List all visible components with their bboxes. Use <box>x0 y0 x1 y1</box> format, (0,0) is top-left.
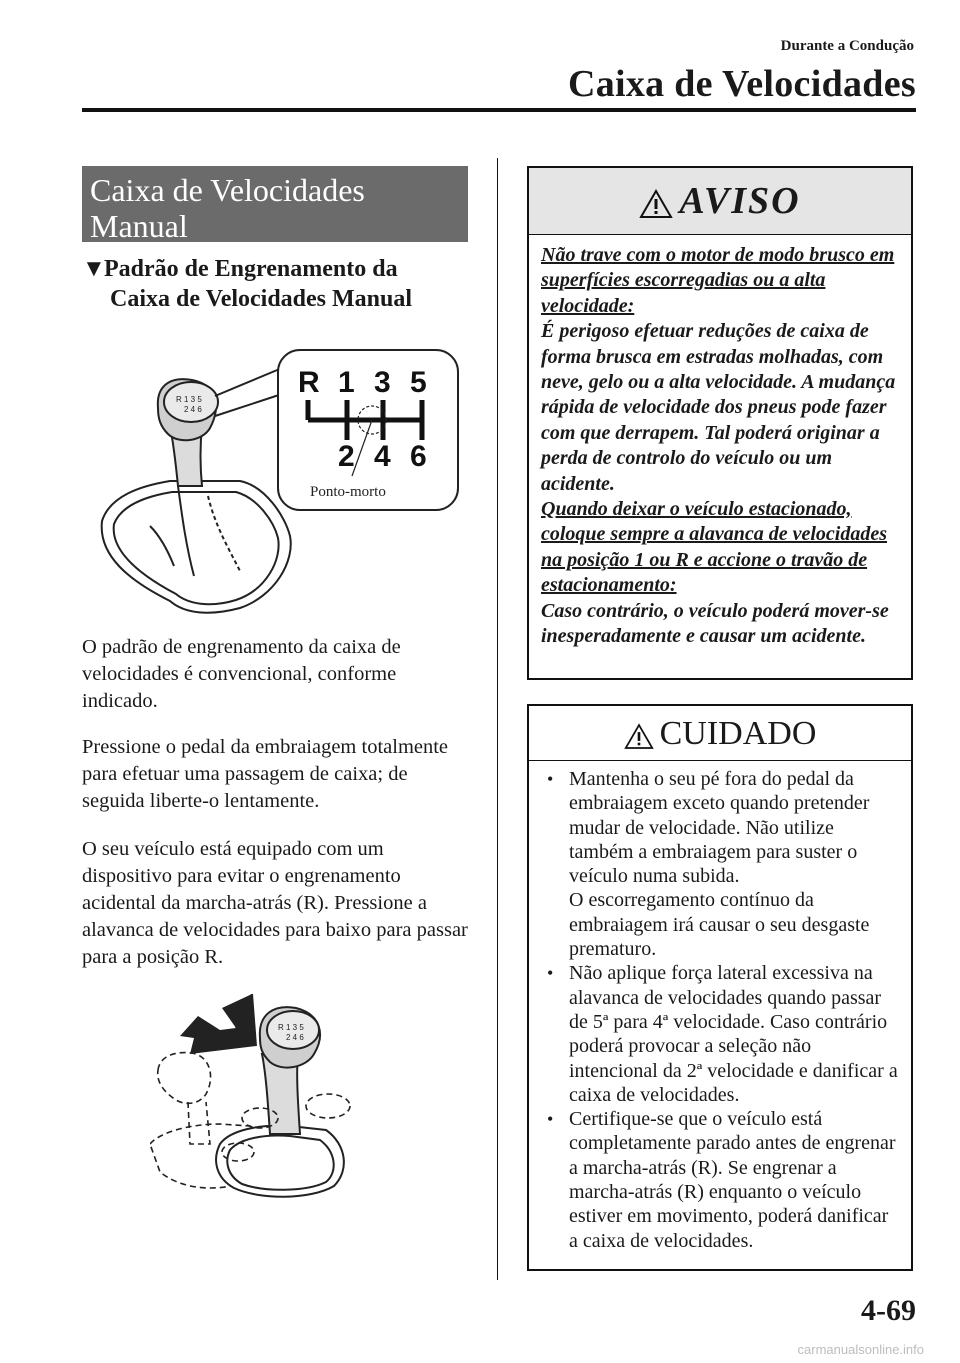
svg-text:R 1 3 5: R 1 3 5 <box>176 395 202 404</box>
body-paragraph-3: O seu veículo está equipado com um dispositivo para evitar o engrenamento acidental da marcha-atrás (R). Pressione a alavanca de velocidades para baixo para passar para a posição R. <box>82 838 468 968</box>
subsection-heading <box>82 254 472 314</box>
caution-item-2-text: Não aplique força lateral excessiva na alavanca de velocidades quando passar de 5ª para 4ª velocidade. Caso contrário poderá provocar a seleção não intencional da 2ª velocidade e danificar a caixa de velocidades. <box>569 962 898 1106</box>
gear-label-6: 6 <box>410 440 427 473</box>
warning-text-1: É perigoso efetuar reduções de caixa de forma brusca em estradas molhadas, com neve, gelo ou a alta velocidade. A mudança rápida de velocidade dos pneus pode fazer com que derrapem. Tal poderá originar a perda de controlo do veículo ou um acidente. <box>541 320 896 495</box>
warning-heading-1: Não trave com o motor de modo brusco em superfícies escorregadias ou a alta velocidade: <box>541 244 895 317</box>
neutral-label: Ponto-morto <box>310 484 386 500</box>
gear-label-r: R <box>298 366 320 399</box>
caution-item-3 <box>539 1107 901 1253</box>
warning-box <box>527 166 913 680</box>
reverse-engagement-figure <box>150 994 390 1200</box>
warning-title: AVISO <box>679 180 801 222</box>
gear-label-1: 1 <box>338 366 355 399</box>
body-paragraph-1: O padrão de engrenamento da caixa de velocidades é convencional, conforme indicado. <box>82 636 401 712</box>
header-rule <box>82 108 916 112</box>
section-title <box>82 166 468 242</box>
caution-item-3-text: Certifique-se que o veículo está completamente parado antes de engrenar a marcha-atrás (R). Se engrenar a marcha-atrás (R) enquanto o veículo estiver em movimento, poderá danificar a caixa de velocidades. <box>569 1108 896 1252</box>
page-number: 4-69 <box>861 1294 916 1327</box>
warning-heading-2: Quando deixar o veículo estacionado, coloque sempre a alavanca de velocidades na posição 1 ou R e accione o travão de estacionamento: <box>541 498 888 597</box>
body-paragraph-2: Pressione o pedal da embraiagem totalmente para efetuar uma passagem de caixa; de seguida liberte-o lentamente. <box>82 736 449 812</box>
caution-item-1-text: Mantenha o seu pé fora do pedal da embraiagem exceto quando pretender mudar de velocidade. Não utilize também a embraiagem para suster o veículo numa subida. <box>569 768 870 888</box>
section-title-line1: Caixa de Velocidades <box>90 172 365 208</box>
chapter-label: Durante a Condução <box>780 38 914 54</box>
svg-text:2 4 6: 2 4 6 <box>184 405 202 414</box>
caution-item-1-extra: O escorregamento contínuo da embraiagem irá causar o seu desgaste prematuro. <box>569 889 870 961</box>
page-header-title: Caixa de Velocidades <box>567 63 916 105</box>
push-down-arrow <box>180 994 256 1054</box>
callout-line <box>215 368 282 396</box>
caution-triangle-icon <box>624 723 654 750</box>
warning-body <box>529 235 911 650</box>
caution-body <box>529 761 911 1253</box>
column-divider <box>497 158 498 1280</box>
caution-title: CUIDADO <box>659 715 817 752</box>
gear-label-5: 5 <box>410 366 427 399</box>
gear-knob-illustration <box>158 379 218 486</box>
svg-text:2 4 6: 2 4 6 <box>286 1033 304 1042</box>
caution-header <box>529 706 911 761</box>
section-title-line2: Manual <box>90 208 188 244</box>
warning-text-2: Caso contrário, o veículo poderá mover-se inesperadamente e causar um acidente. <box>541 599 889 648</box>
gear-label-4: 4 <box>374 440 391 473</box>
svg-text:R 1 3 5: R 1 3 5 <box>278 1023 304 1032</box>
subsection-line1: Padrão de Engrenamento da <box>104 256 398 282</box>
warning-header <box>529 168 911 235</box>
watermark: carmanualsonline.info <box>797 1342 924 1357</box>
caution-item-2 <box>539 961 901 1107</box>
shift-pattern-figure <box>90 346 465 618</box>
gear-label-2: 2 <box>338 440 355 473</box>
warning-triangle-icon <box>639 189 673 219</box>
gear-label-3: 3 <box>374 366 391 399</box>
shift-boot-illustration <box>102 481 291 613</box>
caution-item-1 <box>539 767 901 961</box>
subsection-line2: Caixa de Velocidades Manual <box>110 286 413 312</box>
caution-box <box>527 704 913 1271</box>
triangle-down-icon: ▼ <box>82 256 106 282</box>
